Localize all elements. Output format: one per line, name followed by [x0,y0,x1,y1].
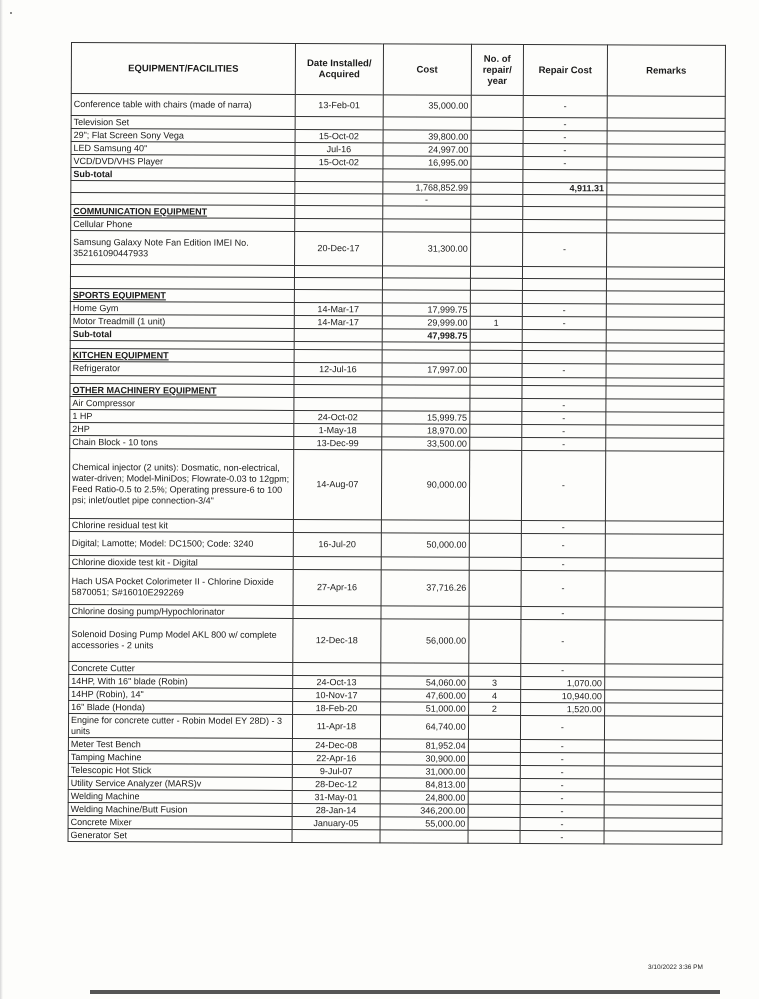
equipment-cell: Concrete Mixer [68,815,292,829]
cost-cell [382,385,470,398]
equipment-cell [70,265,294,278]
repair-cost-cell: - [523,156,607,169]
repair-cost-cell: - [523,143,607,156]
remarks-cell [607,170,725,184]
date-cell [294,384,382,397]
repair-cost-cell: 1,070.00 [521,676,605,689]
date-cell: 12-Jul-16 [294,362,382,376]
cost-cell: 30,900.00 [380,752,468,765]
table-row [69,568,723,607]
equipment-cell: SPORTS EQUIPMENT [70,288,294,302]
equipment-cell: Meter Test Bench [68,737,292,751]
repairs-cell [471,156,523,169]
remarks-cell [604,677,722,691]
date-cell: 28-Jan-14 [292,803,380,816]
repairs-cell: 3 [468,676,520,689]
equipment-cell: Tamping Machine [68,750,292,764]
date-cell [295,193,383,205]
repairs-cell [468,791,520,804]
cost-cell: 29,999.00 [382,316,470,329]
remarks-cell [607,195,725,208]
cost-cell [382,266,470,278]
date-cell: 18-Feb-20 [292,701,380,714]
cost-cell: 51,000.00 [380,702,468,715]
cost-cell: 39,800.00 [383,130,471,143]
equipment-cell: Motor Treadmill (1 unit) [70,314,294,328]
equipment-cell: Welding Machine [68,789,292,803]
equipment-cell: Chain Block - 10 tons [70,435,294,449]
repair-cost-cell: - [523,130,607,143]
date-cell: 12-Dec-18 [293,618,381,662]
remarks-cell [606,364,724,379]
cost-cell: 50,000.00 [381,533,469,557]
table-row [71,231,725,268]
remarks-cell [604,766,722,780]
remarks-cell [607,96,725,119]
date-cell: 16-Jul-20 [293,532,381,556]
remarks-cell [604,831,722,845]
repairs-cell [470,385,522,398]
remarks-cell [605,438,723,452]
cost-cell: 31,000.00 [380,765,468,778]
date-cell [294,349,382,362]
speck [10,12,12,14]
cost-cell: 18,970.00 [382,424,470,437]
date-cell: 14-Aug-07 [293,449,381,519]
remarks-cell [605,558,723,572]
repairs-cell [470,266,522,278]
equipment-cell: Sub-total [70,327,294,341]
remarks-cell [605,571,723,608]
page-edge [0,0,3,999]
remarks-cell [606,399,724,413]
repair-cost-cell: 10,940.00 [521,689,605,702]
cost-cell: 346,200.00 [380,804,468,817]
equipment-cell: Digital; Lamotte; Model: DC1500; Code: 3240 [69,531,293,556]
repairs-cell [471,143,523,156]
cost-cell: - [383,194,471,206]
remarks-cell [607,157,725,171]
repair-cost-cell: - [520,791,604,804]
cost-cell: 33,500.00 [382,437,470,450]
cost-cell [382,290,470,303]
date-cell [294,289,382,302]
date-cell: 13-Feb-01 [295,94,383,116]
date-cell: 14-Mar-17 [294,315,382,328]
repair-cost-cell: - [522,303,606,316]
remarks-cell [606,317,724,331]
repairs-cell [470,194,522,206]
remarks-cell [605,521,723,535]
repairs-cell [471,117,523,130]
repairs-cell [470,411,522,424]
equipment-cell: Telescopic Hot Stick [68,763,292,777]
equipment-cell: Welding Machine/Butt Fusion [68,802,292,816]
cost-cell [383,169,471,182]
cost-cell: 56,000.00 [381,619,469,663]
equipment-cell: Air Compressor [70,396,294,410]
repair-cost-cell: - [522,437,606,450]
date-cell: 10-Nov-17 [293,688,381,701]
repair-cost-cell: - [520,830,604,843]
cost-cell: 24,997.00 [383,143,471,156]
repair-cost-cell [522,329,606,342]
header-equipment: EQUIPMENT/FACILITIES [71,43,295,95]
remarks-cell [606,412,724,426]
repair-cost-cell [522,290,606,303]
cost-cell [382,219,470,232]
equipment-cell: Refrigerator [70,361,294,376]
repair-cost-cell [523,169,607,182]
repair-cost-cell: - [520,817,604,830]
equipment-cell: 2HP [70,422,294,436]
cost-cell: 64,740.00 [380,715,468,739]
print-timestamp: 3/10/2022 3:36 PM [648,964,703,971]
cost-cell [381,557,469,570]
repairs-cell [471,95,523,117]
date-cell: 27-Apr-16 [293,569,381,605]
date-cell [293,519,381,532]
repairs-cell [469,450,522,520]
equipment-inventory-table [68,42,726,845]
repairs-cell [469,557,521,570]
repair-cost-cell: 1,520.00 [521,702,605,715]
remarks-cell [606,207,724,221]
date-cell: January-05 [292,816,380,829]
remarks-cell [604,779,722,793]
repair-cost-cell: - [523,232,607,266]
equipment-cell: 1 HP [70,409,294,423]
date-cell: 24-Dec-08 [292,738,380,751]
repairs-cell [468,619,521,663]
cost-cell: 54,060.00 [380,676,468,689]
repairs-cell [468,765,520,778]
header-repairs-per-year: No. of repair/ year [471,44,524,95]
date-cell: 15-Oct-02 [295,155,383,168]
repairs-cell [470,342,522,350]
repairs-cell: 4 [468,689,520,702]
repair-cost-cell: - [520,739,604,752]
date-cell: 11-Apr-18 [292,714,380,738]
equipment-cell: Television Set [71,116,295,130]
remarks-cell [606,233,724,268]
remarks-cell [604,716,722,741]
repair-cost-cell: - [520,778,604,791]
remarks-cell [605,620,723,665]
repair-cost-cell: - [523,95,607,117]
date-cell [294,397,382,410]
repairs-cell [470,350,522,363]
remarks-cell [607,118,725,132]
remarks-cell [606,279,724,292]
date-cell [295,168,383,181]
repairs-cell [469,424,521,437]
cost-cell: 47,600.00 [380,689,468,702]
table-row [69,448,723,521]
remarks-cell [604,690,722,704]
remarks-cell [604,805,722,819]
equipment-cell [70,276,294,289]
header-remarks: Remarks [607,45,726,97]
header-row [71,43,725,97]
equipment-cell: LED Samsung 40" [71,142,295,156]
repairs-cell [470,303,522,316]
equipment-cell: 14HP, With 16" blade (Robin) [69,674,293,688]
cost-cell [380,830,468,843]
equipment-cell: Generator Set [68,828,292,842]
equipment-cell: 29"; Flat Screen Sony Vega [71,129,295,143]
equipment-cell: Samsung Galaxy Note Fan Edition IMEI No. 352161090447933 [71,231,295,266]
repairs-cell [470,363,522,377]
repair-cost-cell [522,266,606,278]
date-cell: Jul-16 [295,142,383,155]
cost-cell: 84,813.00 [380,778,468,791]
remarks-cell [606,351,724,365]
table-row [71,94,725,119]
cost-cell: 55,000.00 [380,817,468,830]
remarks-cell [604,753,722,767]
cost-cell: 47,998.75 [382,329,470,342]
repair-cost-cell [523,219,607,232]
remarks-cell [604,792,722,806]
remarks-cell [606,267,724,280]
repairs-cell [468,804,520,817]
repair-cost-cell: - [521,663,605,676]
header-cost: Cost [383,44,471,95]
equipment-cell: 14HP (Robin), 14" [69,687,293,701]
repair-cost-cell: - [522,316,606,329]
date-cell [293,556,381,569]
repairs-cell [469,437,521,450]
repairs-cell [470,232,522,266]
equipment-cell: Hach USA Pocket Colorimeter II - Chlorine Dioxide 5870051; S#16010E292269 [69,568,293,605]
equipment-cell: Home Gym [70,301,294,315]
equipment-cell: VCD/DVD/VHS Player [71,155,295,169]
table-body [68,94,725,845]
equipment-cell: Cellular Phone [71,218,295,232]
cost-cell: 81,952.04 [380,739,468,752]
repairs-cell [468,739,520,752]
date-cell [294,328,382,341]
repairs-cell [468,778,520,791]
date-cell: 13-Dec-99 [294,436,382,449]
equipment-cell: Utility Service Analyzer (MARS)v [68,776,292,790]
repairs-cell [471,182,523,194]
repair-cost-cell [522,278,606,290]
repairs-cell [470,377,522,385]
repair-cost-cell: - [523,117,607,130]
repairs-cell [469,533,521,557]
repair-cost-cell: - [520,715,604,739]
cost-cell [381,520,469,533]
repairs-cell [469,606,521,619]
remarks-cell [606,386,724,400]
date-cell [292,829,380,842]
equipment-cell: Conference table with chairs (made of narra) [71,94,295,117]
repairs-cell [468,817,520,830]
repair-cost-cell: - [521,520,605,533]
remarks-cell [604,740,722,754]
cost-cell: 35,000.00 [383,95,471,117]
cost-cell: 17,999.75 [382,303,470,316]
repair-cost-cell [522,350,606,363]
repair-cost-cell: - [521,557,605,570]
equipment-cell [71,181,295,194]
remarks-cell [606,304,724,318]
remarks-cell [605,451,724,522]
cost-cell: 90,000.00 [381,450,469,520]
repairs-cell [471,169,523,182]
date-cell: 24-Oct-13 [293,675,381,688]
date-cell [295,205,383,218]
table-row [69,531,723,558]
cost-cell [382,350,470,363]
equipment-cell: 16" Blade (Honda) [69,700,293,714]
equipment-cell: Sub-total [71,168,295,182]
table-row [69,617,723,664]
repair-cost-cell: 4,911.31 [523,182,607,194]
repairs-cell [470,219,522,232]
repair-cost-cell: - [520,752,604,765]
cost-cell: 31,300.00 [382,232,470,266]
equipment-cell: KITCHEN EQUIPMENT [70,348,294,362]
cost-cell: 17,997.00 [382,363,470,377]
repairs-cell: 1 [470,316,522,329]
repair-cost-cell: - [521,533,605,557]
repair-cost-cell [522,385,606,398]
repair-cost-cell: - [521,570,605,606]
header-repair-cost: Repair Cost [523,44,607,95]
date-cell [295,116,383,129]
cost-cell [383,117,471,130]
remarks-cell [607,144,725,158]
repairs-cell [471,130,523,143]
repair-cost-cell: - [520,804,604,817]
repairs-cell [469,520,521,533]
equipment-cell: Solenoid Dosing Pump Model AKL 800 w/ complete accessories - 2 units [69,617,293,662]
equipment-cell: Concrete Cutter [69,661,293,675]
table-row [68,828,722,844]
repairs-cell [470,290,522,303]
cost-cell [381,663,469,676]
date-cell: 9-Jul-07 [292,764,380,777]
repair-cost-cell [523,206,607,219]
repair-cost-cell: - [522,398,606,411]
equipment-cell: Engine for concrete cutter - Robin Model EY 28D) - 3 units [68,713,292,738]
date-cell [295,218,383,231]
cost-cell: 16,995.00 [383,156,471,169]
date-cell: 22-Apr-16 [292,751,380,764]
cost-cell: 15,999.75 [382,411,470,424]
repair-cost-cell: - [522,411,606,424]
header-date: Date Installed/ Acquired [295,43,383,94]
remarks-cell [605,534,723,559]
cost-cell [383,206,471,219]
equipment-cell: Chlorine dioxide test kit - Digital [69,555,293,569]
scan-shadow [90,990,720,994]
remarks-cell [604,664,722,678]
repairs-cell [470,206,522,219]
equipment-cell: OTHER MACHINERY EQUIPMENT [70,383,294,397]
repairs-cell [470,329,522,342]
remarks-cell [604,703,722,717]
date-cell [294,277,382,289]
equipment-cell: Chlorine residual test kit [69,518,293,532]
date-cell: 31-May-01 [292,790,380,803]
date-cell [295,181,383,193]
repair-cost-cell: - [522,363,606,377]
cost-cell: 37,716.26 [381,570,469,606]
remarks-cell [605,425,723,439]
cost-cell [382,398,470,411]
date-cell: 1-May-18 [294,423,382,436]
remarks-cell [606,291,724,305]
repairs-cell [468,663,520,676]
repairs-cell [468,752,520,765]
repairs-cell [470,398,522,411]
repair-cost-cell: - [522,424,606,437]
remarks-cell [606,330,724,344]
repair-cost-cell: - [521,606,605,619]
cost-cell: 24,800.00 [380,791,468,804]
remarks-cell [605,607,723,621]
repair-cost-cell: - [520,765,604,778]
date-cell: 14-Mar-17 [294,302,382,315]
remarks-cell [607,183,725,196]
date-cell [293,605,381,618]
repair-cost-cell: - [521,450,605,520]
repairs-cell [469,570,521,606]
repairs-cell [468,830,520,843]
equipment-cell [71,193,295,206]
repairs-cell [468,715,520,739]
cost-cell [382,278,470,290]
date-cell: 15-Oct-02 [295,129,383,142]
equipment-cell: Chemical injector (2 units): Dosmatic, non-electrical, water-driven; Model-MiniDos; Flowrate-0.03 to 12gpm; Feed Ratio-0.5 to 2.5%; Operating pressure-6 to 100 psi; inlet/outlet pipe connection-3/4" [69,448,293,519]
repairs-cell: 2 [468,702,520,715]
repair-cost-cell: - [521,619,605,663]
table-row [68,713,722,740]
date-cell: 24-Oct-02 [294,410,382,423]
date-cell: 20-Dec-17 [294,231,382,265]
cost-cell: 1,768,852.99 [383,182,471,194]
date-cell [293,662,381,675]
remarks-cell [607,131,725,145]
equipment-cell: COMMUNICATION EQUIPMENT [71,205,295,219]
repairs-cell [470,278,522,290]
equipment-cell: Chlorine dosing pump/Hypochlorinator [69,604,293,618]
cost-cell [381,606,469,619]
repair-cost-cell [523,194,607,206]
remarks-cell [606,220,724,234]
remarks-cell [604,818,722,832]
date-cell [294,265,382,277]
date-cell: 28-Dec-12 [292,777,380,790]
